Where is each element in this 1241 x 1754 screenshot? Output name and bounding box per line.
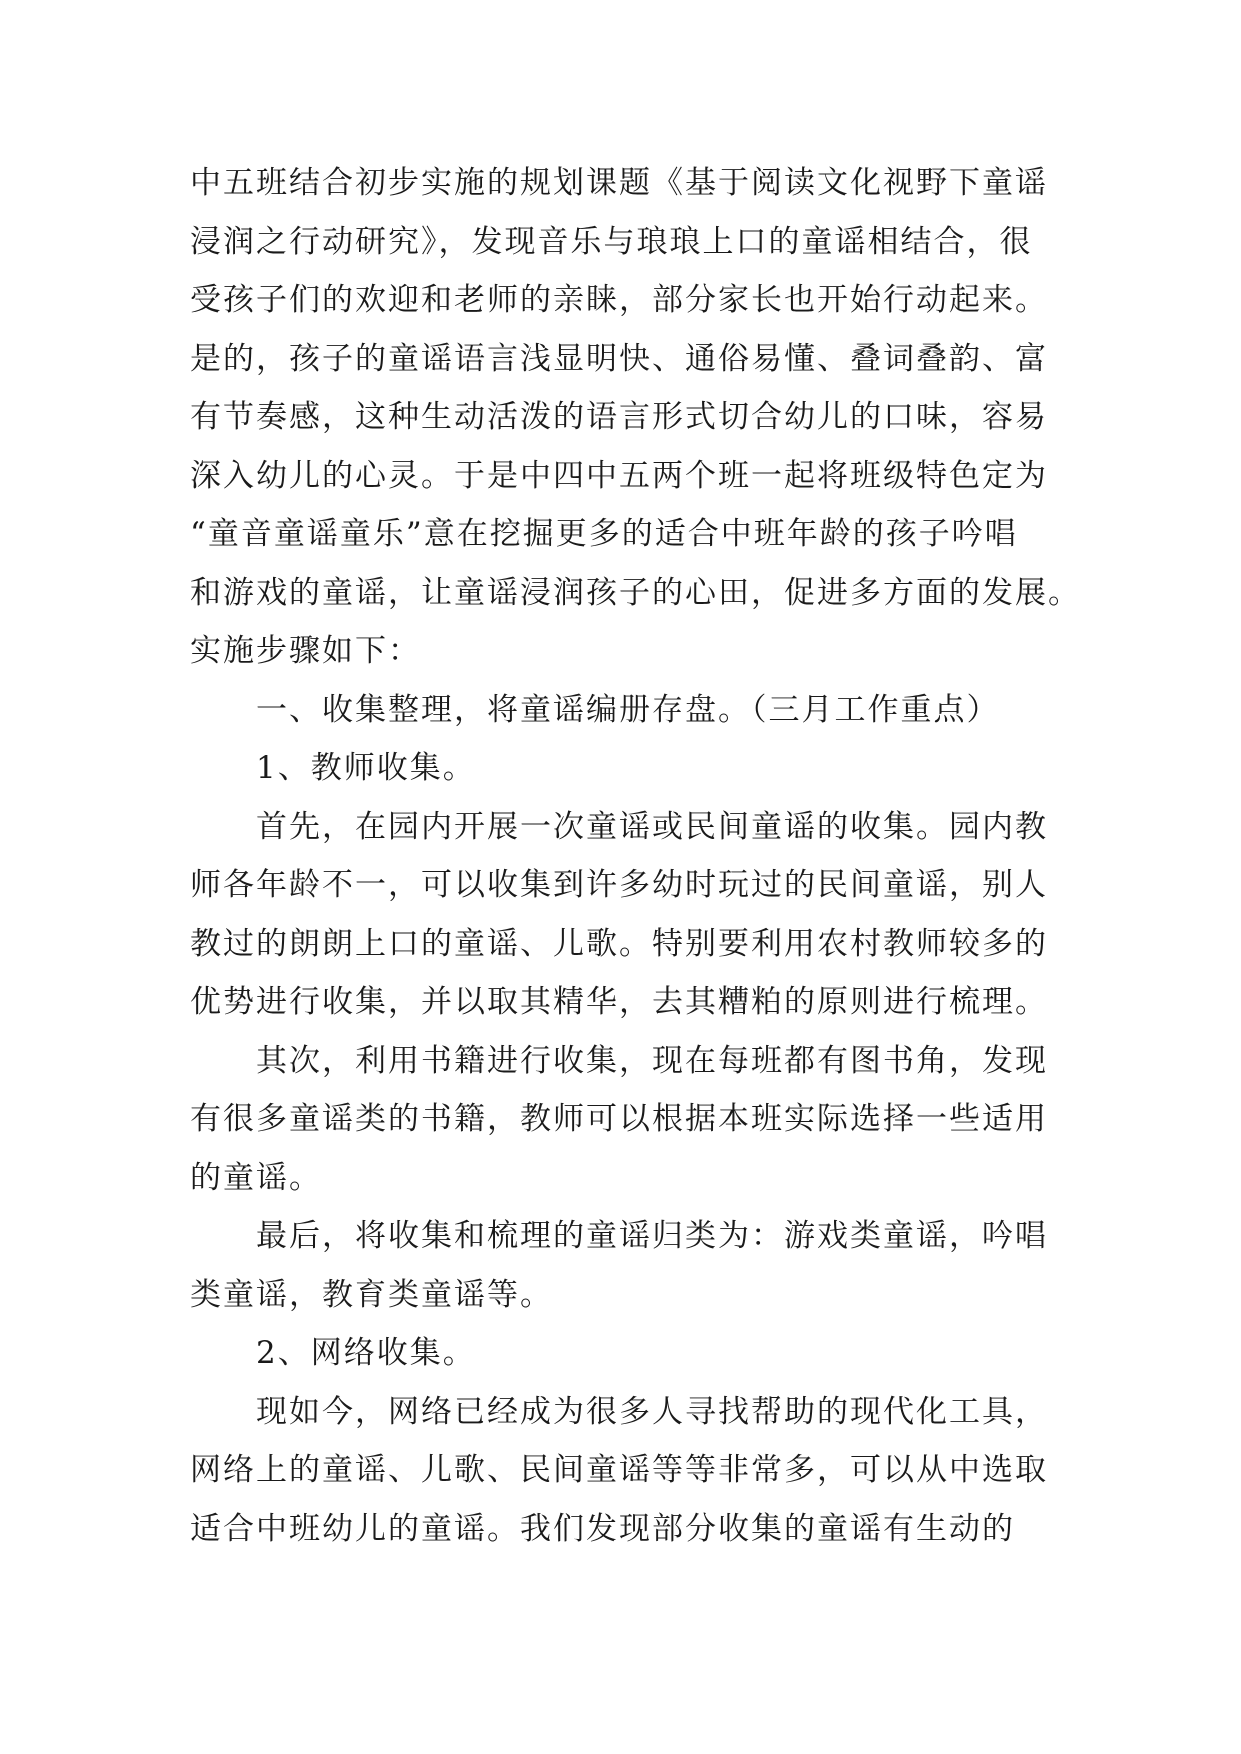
text-line: 有节奏感，这种生动活泼的语言形式切合幼儿的口味，容易 bbox=[190, 399, 1048, 435]
text-line: 的童谣。 bbox=[190, 1159, 322, 1196]
text-line: 适合中班幼儿的童谣。我们发现部分收集的童谣有生动的 bbox=[190, 1510, 1015, 1547]
text-line: 其次，利用书籍进行收集，现在每班都有图书角，发现 bbox=[190, 1042, 1048, 1079]
text-line: 师各年龄不一，可以收集到许多幼时玩过的民间童谣，别人 bbox=[190, 867, 1048, 903]
text-line: 首先，在园内开展一次童谣或民间童谣的收集。园内教 bbox=[190, 808, 1048, 845]
text-line: 实施步骤如下： bbox=[190, 633, 421, 669]
text-line: 类童谣，教育类童谣等。 bbox=[190, 1276, 553, 1313]
text-line: 是的，孩子的童谣语言浅显明快、通俗易懂、叠词叠韵、富 bbox=[190, 340, 1048, 377]
text-line: 优势进行收集，并以取其精华，去其糟粕的原则进行梳理。 bbox=[190, 984, 1048, 1020]
text-line: 和游戏的童谣，让童谣浸润孩子的心田，促进多方面的发展。 bbox=[190, 574, 1081, 611]
text-line: 教过的朗朗上口的童谣、儿歌。特别要利用农村教师较多的 bbox=[190, 925, 1048, 962]
text-line: 网络上的童谣、儿歌、民间童谣等等非常多，可以从中选取 bbox=[190, 1452, 1048, 1488]
text-line: 中五班结合初步实施的规划课题《基于阅读文化视野下童谣 bbox=[190, 165, 1048, 201]
text-line: 有很多童谣类的书籍，教师可以根据本班实际选择一些适用 bbox=[190, 1101, 1048, 1137]
text-line: 现如今，网络已经成为很多人寻找帮助的现代化工具， bbox=[190, 1393, 1048, 1430]
subsection-heading: 1、教师收集。 bbox=[190, 750, 476, 786]
body-text bbox=[190, 154, 1081, 1558]
subsection-heading: 2、网络收集。 bbox=[190, 1335, 476, 1371]
text-line: 浸润之行动研究》，发现音乐与琅琅上口的童谣相结合，很 bbox=[190, 223, 1033, 260]
text-line: 深入幼儿的心灵。于是中四中五两个班一起将班级特色定为 bbox=[190, 457, 1048, 494]
text-line: 受孩子们的欢迎和老师的亲睐，部分家长也开始行动起来。 bbox=[190, 282, 1048, 318]
text-line: “童音童谣童乐”意在挖掘更多的适合中班年龄的孩子吟唱 bbox=[190, 516, 1018, 552]
text-line: 最后，将收集和梳理的童谣归类为：游戏类童谣，吟唱 bbox=[190, 1218, 1048, 1254]
section-heading: 一、收集整理，将童谣编册存盘。（三月工作重点） bbox=[190, 691, 1000, 728]
